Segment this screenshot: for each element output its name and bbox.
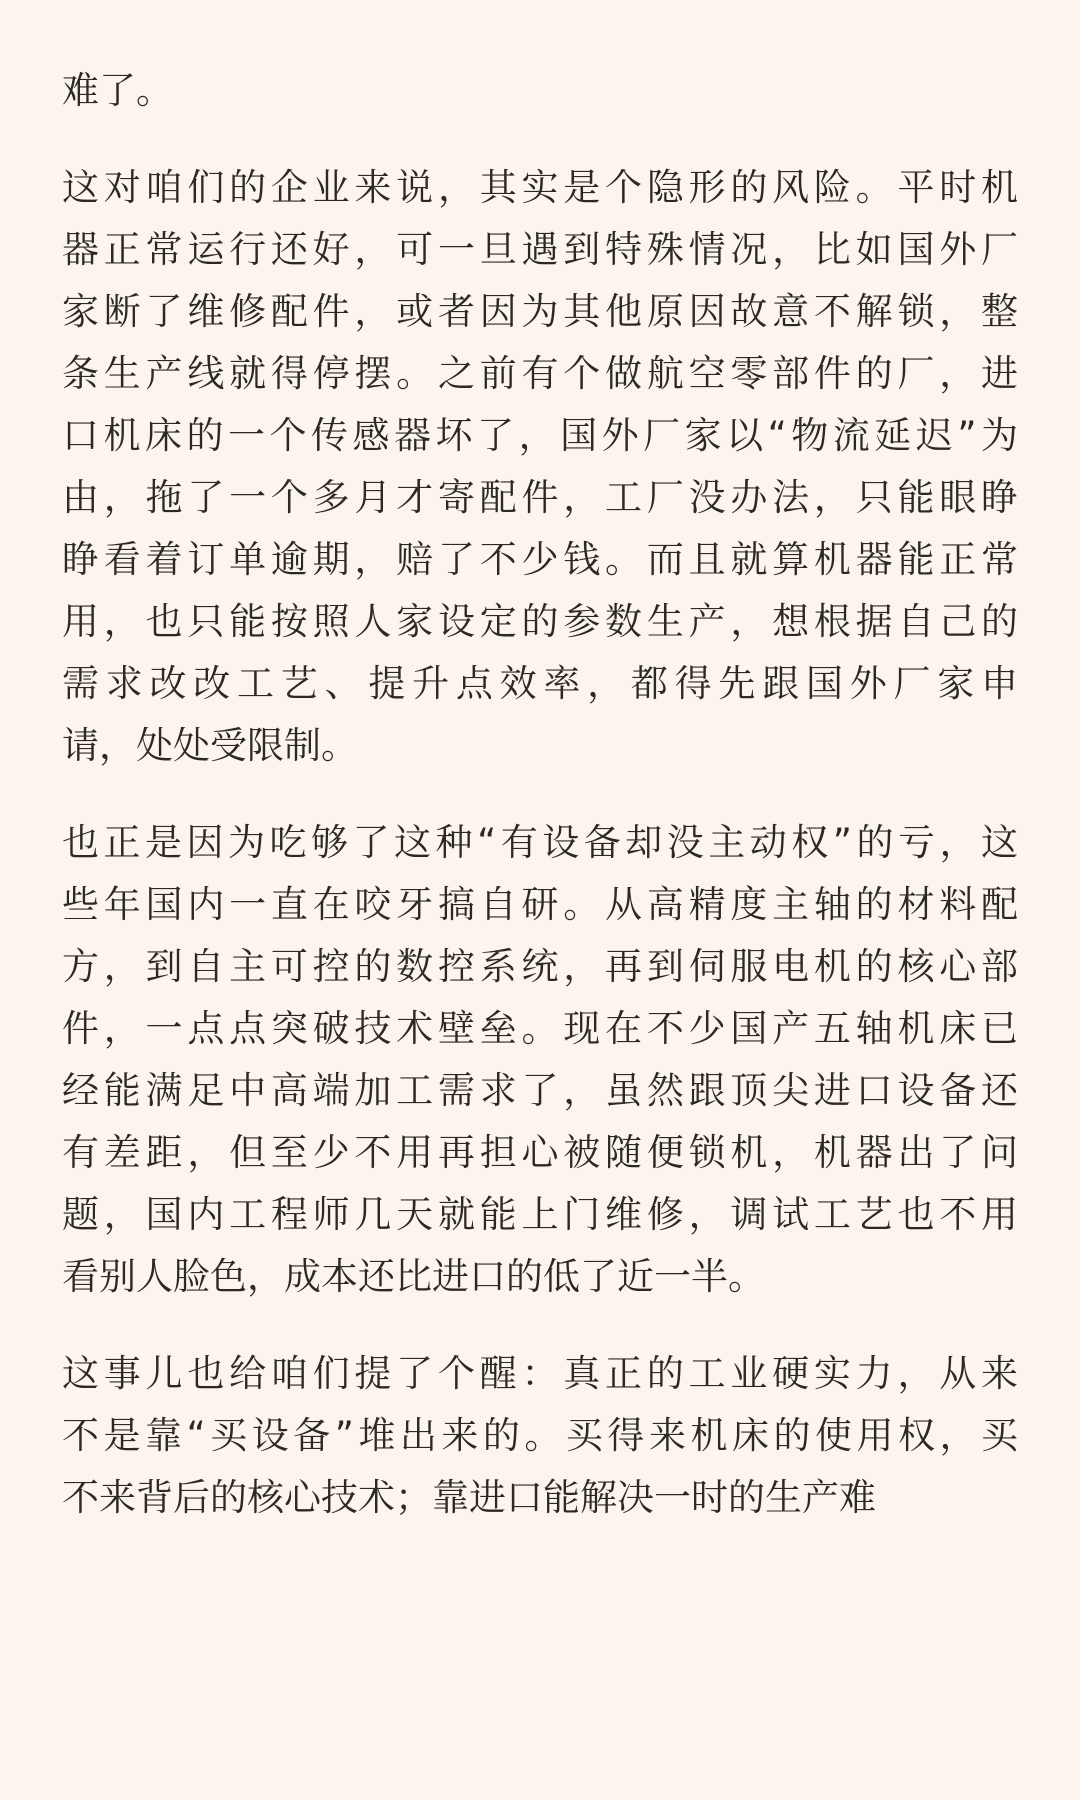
text-line-6: 口机床的一个传感器坏了，国外厂家以“物流延迟”为 (62, 414, 1018, 457)
text-line-22: 不来背后的核心技术；靠进口能解决一时的生产难 (62, 1476, 876, 1519)
text-line-15: 件，一点点突破技术壁垒。现在不少国产五轴机床已 (62, 1007, 1018, 1050)
text-line-3: 器正常运行还好，可一旦遇到特殊情况，比如国外厂 (62, 228, 1018, 271)
text-line-17: 有差距，但至少不用再担心被随便锁机，机器出了问 (62, 1131, 1018, 1174)
text-line-19: 看别人脸色，成本还比进口的低了近一半。 (62, 1255, 765, 1298)
text-line-12: 也正是因为吃够了这种“有设备却没主动权”的亏，这 (62, 821, 1018, 864)
text-line-13: 些年国内一直在咬牙搞自研。从高精度主轴的材料配 (62, 883, 1018, 926)
text-line-5: 条生产线就得停摆。之前有个做航空零部件的厂，进 (62, 352, 1018, 395)
text-line-11: 请，处处受限制。 (62, 724, 358, 767)
text-line-2: 这对咱们的企业来说，其实是个隐形的风险。平时机 (62, 166, 1018, 209)
text-line-21: 不是靠“买设备”堆出来的。买得来机床的使用权，买 (62, 1414, 1018, 1457)
text-line-8: 睁看着订单逾期，赔了不少钱。而且就算机器能正常 (62, 538, 1018, 581)
text-line-16: 经能满足中高端加工需求了，虽然跟顶尖进口设备还 (62, 1069, 1018, 1112)
text-line-9: 用，也只能按照人家设定的参数生产，想根据自己的 (62, 600, 1018, 643)
text-line-18: 题，国内工程师几天就能上门维修，调试工艺也不用 (62, 1193, 1018, 1236)
text-line-7: 由，拖了一个多月才寄配件，工厂没办法，只能眼睁 (62, 476, 1018, 519)
text-line-10: 需求改改工艺、提升点效率，都得先跟国外厂家申 (62, 662, 1018, 705)
text-line-1: 难了。 (62, 69, 173, 112)
text-line-4: 家断了维修配件，或者因为其他原因故意不解锁，整 (62, 290, 1018, 333)
text-line-20: 这事儿也给咱们提了个醒：真正的工业硬实力，从来 (62, 1352, 1018, 1395)
text-line-14: 方，到自主可控的数控系统，再到伺服电机的核心部 (62, 945, 1018, 988)
